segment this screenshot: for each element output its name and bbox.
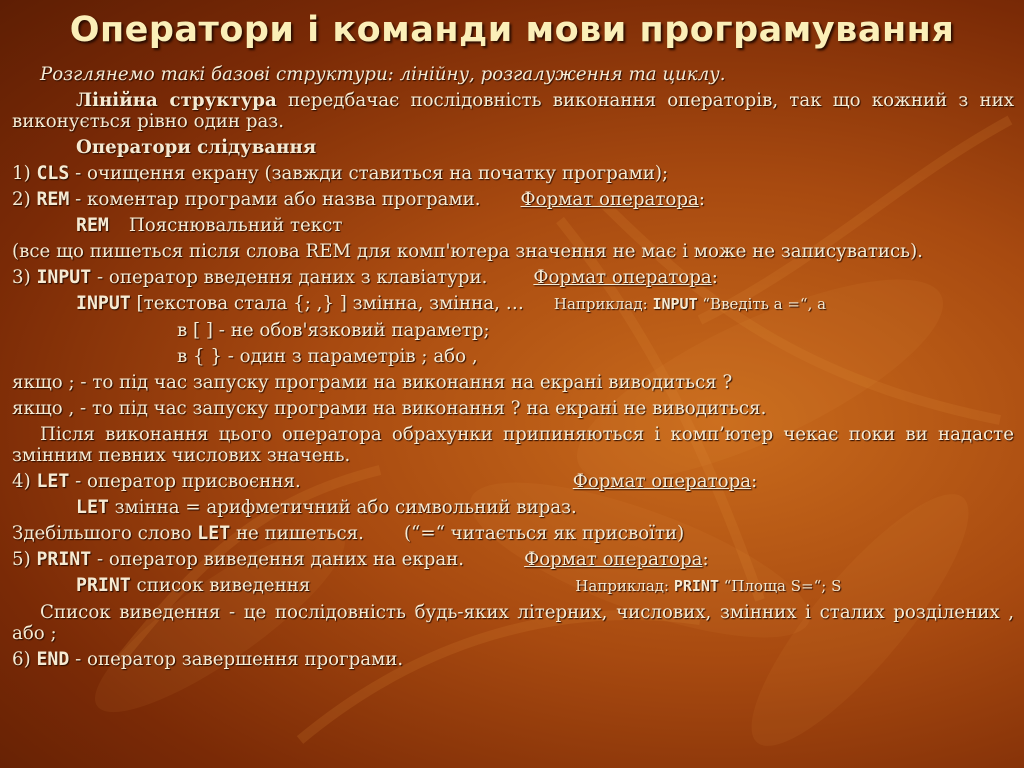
rem-syntax [12, 215, 1014, 236]
colon: : [698, 189, 706, 210]
item-text: - очищення екрану (завжди ставиться на початку програми); [69, 163, 669, 184]
let-syntax [12, 497, 1014, 518]
item-text: - оператор завершення програми. [69, 649, 404, 670]
keyword-let: LET [36, 471, 70, 492]
example-label: Наприклад: [575, 577, 670, 595]
item-text: - оператор виведення даних на екран. [91, 549, 465, 570]
print-syntax-text: список виведення [130, 575, 311, 596]
keyword-input: INPUT [76, 293, 131, 314]
bracket-note-optional: в [ ] - не обов'язковий параметр; [177, 320, 490, 341]
linear-text: передбачає послідовність виконання операторів, так що кожний з них виконується рівно один раз. [12, 90, 1014, 132]
list-item-cls [12, 163, 1014, 184]
keyword-rem: REM [76, 215, 109, 236]
list-item-print [12, 549, 1014, 570]
input-syntax-text: [текстова стала {; ,} ] змінна, змінна, … [130, 293, 524, 314]
semicolon-note: якщо ; - то під час запуску програми на виконання на екрані виводиться ? [12, 372, 733, 393]
list-item-end [12, 649, 1014, 670]
list-item-let [12, 471, 1014, 492]
comma-note: якщо , - то під час запуску програми на виконання ? на екрані не виводиться. [12, 398, 767, 419]
linear-term: Лінійна структура [76, 90, 277, 111]
rem-note: (все що пишеться після слова REM для комп'ютера значення не має і може не записуватись). [12, 241, 923, 262]
item-number: 5) [12, 549, 37, 570]
item-number: 6) [12, 649, 37, 670]
colon: : [711, 267, 718, 288]
bracket-note-choice: в { } - один з параметрів ; або , [177, 346, 478, 367]
print-list-note: Список виведення - це послідовність будь-яких літерних, числових, змінних і сталих розділених , або ; [12, 602, 1014, 644]
keyword-rem: REM [36, 189, 70, 210]
colon: : [751, 471, 758, 492]
slide-body [12, 64, 1014, 675]
keyword-end: END [36, 649, 70, 670]
let-note [12, 523, 1014, 544]
keyword-print: PRINT [36, 549, 92, 570]
example-text: “Площа S=“; S [719, 577, 842, 595]
keyword-cls: CLS [36, 163, 70, 184]
slide-title: Оператори і команди мови програмування [69, 10, 955, 50]
item-text: - коментар програми або назва програми. [69, 189, 481, 210]
colon: : [702, 549, 709, 570]
linear-structure-paragraph [12, 90, 1014, 132]
example-label: Наприклад: [553, 295, 648, 313]
keyword-input: INPUT [36, 267, 92, 288]
format-label: Формат оператора [572, 471, 752, 492]
item-number: 4) [12, 471, 37, 492]
let-note-quote: (“=“ читається як присвоїти) [403, 523, 685, 544]
list-item-rem [12, 189, 1014, 210]
format-label: Формат оператора [520, 189, 699, 210]
item-number: 1) [12, 163, 37, 184]
keyword-let: LET [197, 523, 231, 544]
print-syntax [12, 575, 1014, 597]
format-label: Формат оператора [524, 549, 703, 570]
item-number: 3) [12, 267, 37, 288]
let-note-mid: не пишеться. [230, 523, 364, 544]
format-label: Формат оператора [533, 267, 712, 288]
example-text: “Введіть а =“, а [697, 295, 827, 313]
let-note-pre: Здебільшого слово [12, 523, 198, 544]
item-number: 2) [12, 189, 37, 210]
example-keyword: INPUT [652, 295, 698, 313]
sequence-heading: Оператори слідування [76, 137, 317, 158]
intro-text: Розглянемо такі базові структури: лінійну, розгалуження та циклу. [40, 64, 726, 85]
let-syntax-text: змінна = арифметичний або символьний вираз. [108, 497, 577, 518]
item-text: - оператор присвоєння. [69, 471, 301, 492]
keyword-print: PRINT [76, 575, 131, 596]
after-input-paragraph: Після виконання цього оператора обрахунки припиняються і комп’ютер чекає поки ви надасте змінним певних числових значень. [12, 424, 1014, 466]
item-text: - оператор введення даних з клавіатури. [91, 267, 488, 288]
rem-syntax-text: Пояснювальний текст [128, 215, 343, 236]
example-keyword: PRINT [673, 577, 719, 595]
keyword-let: LET [76, 497, 109, 518]
input-syntax [12, 293, 1014, 315]
list-item-input [12, 267, 1014, 288]
